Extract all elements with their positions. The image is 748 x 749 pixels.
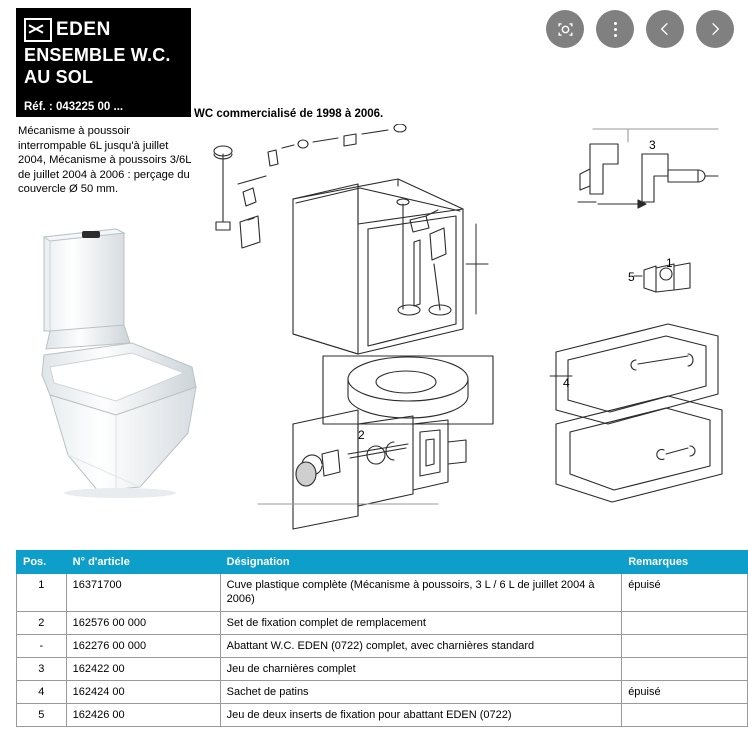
cell-pos: 4	[17, 681, 67, 704]
table-row	[17, 635, 748, 658]
cell-remark	[622, 658, 748, 681]
table-row	[17, 681, 748, 704]
more-dots	[614, 22, 617, 37]
page-title-line2: AU SOL	[24, 67, 94, 87]
table-header-row	[17, 551, 748, 574]
title-block	[16, 8, 191, 117]
cell-pos: -	[17, 635, 67, 658]
cell-designation: Sachet de patins	[220, 681, 622, 704]
parts-table	[16, 550, 748, 727]
brand-row	[24, 18, 111, 42]
table-row	[17, 658, 748, 681]
cell-designation: Abattant W.C. EDEN (0722) complet, avec charnières standard	[220, 635, 622, 658]
table-body	[17, 574, 748, 727]
lens-icon[interactable]	[546, 10, 584, 48]
table-row	[17, 704, 748, 727]
cell-pos: 3	[17, 658, 67, 681]
viewer-toolbar	[546, 10, 734, 48]
page-title	[24, 44, 171, 88]
reference-number: Réf. : 043225 00 ...	[24, 101, 124, 113]
th-designation: Désignation	[220, 551, 622, 574]
cell-designation: Cuve plastique complète (Mécanisme à poussoirs, 3 L / 6 L de juillet 2004 à 2006)	[220, 574, 622, 612]
callout-2: 2	[358, 428, 365, 442]
th-article: N° d'article	[66, 551, 220, 574]
cell-pos: 2	[17, 612, 67, 635]
cell-remark	[622, 612, 748, 635]
cell-remark	[622, 704, 748, 727]
cell-article: 162422 00	[66, 658, 220, 681]
callout-1: 1	[666, 256, 673, 270]
cell-article: 162426 00	[66, 704, 220, 727]
callout-4: 4	[563, 376, 570, 390]
cell-designation: Jeu de charnières complet	[220, 658, 622, 681]
callout-3: 3	[649, 138, 656, 152]
table-head	[17, 551, 748, 574]
product-photo	[20, 219, 200, 499]
cell-article: 162576 00 000	[66, 612, 220, 635]
table-row	[17, 612, 748, 635]
technical-drawing	[198, 124, 738, 534]
cell-designation: Set de fixation complet de remplacement	[220, 612, 622, 635]
brand-name: EDEN	[56, 19, 111, 40]
cell-article: 162424 00	[66, 681, 220, 704]
more-options-icon[interactable]	[596, 10, 634, 48]
cell-pos: 5	[17, 704, 67, 727]
cell-remark: épuisé	[622, 574, 748, 612]
callout-5: 5	[628, 270, 635, 284]
cell-pos: 1	[17, 574, 67, 612]
page-title-line1: ENSEMBLE W.C.	[24, 45, 171, 65]
brand-logo-icon	[24, 18, 52, 42]
th-pos: Pos.	[17, 551, 67, 574]
header-note: WC commercialisé de 1998 à 2006.	[194, 108, 384, 120]
cell-remark: épuisé	[622, 681, 748, 704]
th-remarks: Remarques	[622, 551, 748, 574]
left-description-note: Mécanisme à poussoir interrompable 6L jusqu'à juillet 2004, Mécanisme à poussoirs 3/6L de juillet 2004 à 2006 : perçage du couvercle Ø 50 mm.	[18, 125, 192, 196]
cell-designation: Jeu de deux inserts de fixation pour abattant EDEN (0722)	[220, 704, 622, 727]
next-arrow-icon[interactable]	[696, 10, 734, 48]
cell-remark	[622, 635, 748, 658]
document-sheet	[8, 4, 740, 745]
cell-article: 16371700	[66, 574, 220, 612]
table-row	[17, 574, 748, 612]
cell-article: 162276 00 000	[66, 635, 220, 658]
previous-arrow-icon[interactable]	[646, 10, 684, 48]
